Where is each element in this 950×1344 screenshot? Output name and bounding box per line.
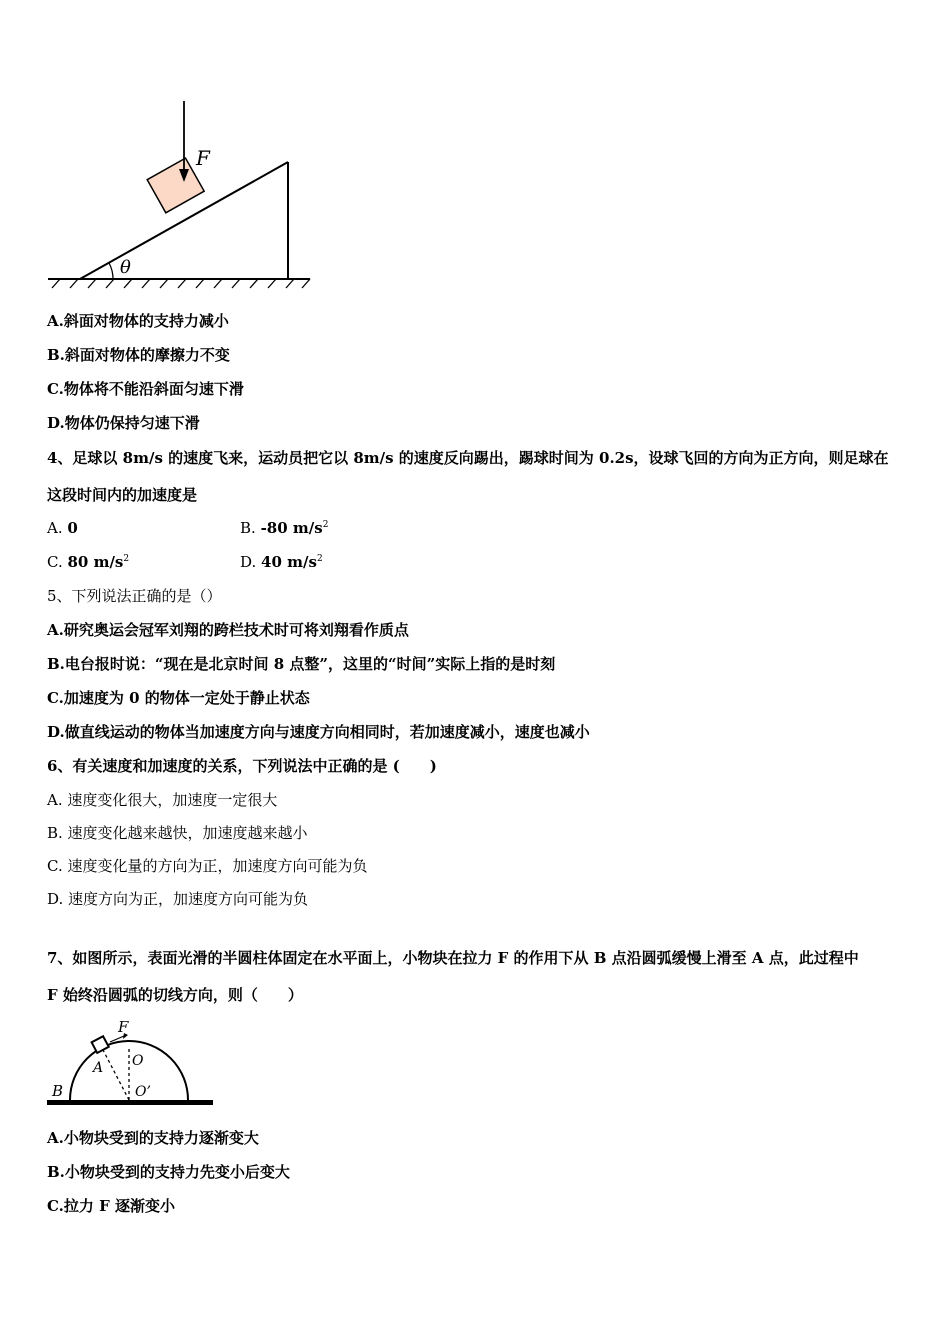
q4-option-a-prefix: A. — [47, 519, 68, 537]
q4-stem-line1: 4、足球以 8m/s 的速度飞来，运动员把它以 8m/s 的速度反向踢出，踢球时间为 0.2s，设球飞回的方向为正方向，则足球在 — [47, 449, 889, 467]
angle-arc — [109, 263, 113, 279]
label-B: B — [52, 1082, 64, 1100]
q5-option-b: B.电台报时说：“现在是北京时间 8 点整”，这里的“时间”实际上指的是时刻 — [47, 655, 556, 673]
q7-option-c: C.拉力 F 逐渐变小 — [47, 1197, 175, 1215]
q6-option-a: A. 速度变化很大，加速度一定很大 — [47, 791, 278, 809]
q4-option-d — [240, 552, 323, 572]
q4-option-a-value: 0 — [67, 519, 78, 537]
label-A: A — [93, 1060, 104, 1076]
incline-figure — [40, 95, 320, 295]
q7-stem-line2: F 始终沿圆弧的切线方向，则（ ） — [47, 986, 303, 1004]
q6-option-c: C. 速度变化量的方向为正，加速度方向可能为负 — [47, 857, 368, 875]
q4-option-b-prefix: B. — [240, 519, 261, 537]
q4-option-b-value: -80 m/s — [260, 519, 323, 537]
q5-option-c: C.加速度为 0 的物体一定处于静止状态 — [47, 689, 310, 707]
q4-option-d-value: 40 m/s — [261, 553, 317, 571]
label-F: F — [118, 1018, 129, 1036]
q6-option-d: D. 速度方向为正，加速度方向可能为负 — [47, 890, 309, 908]
small-block — [92, 1036, 109, 1053]
q4-option-d-sup: 2 — [316, 554, 323, 564]
q4-stem-line2: 这段时间内的加速度是 — [47, 486, 198, 504]
q6-stem: 6、有关速度和加速度的关系，下列说法中正确的是 ( ) — [47, 757, 437, 775]
q5-option-d: D.做直线运动的物体当加速度方向与速度方向相同时，若加速度减小，速度也减小 — [47, 723, 590, 741]
ground-hatching — [52, 279, 310, 288]
q7-option-a: A.小物块受到的支持力逐渐变大 — [47, 1129, 259, 1147]
q7-option-b: B.小物块受到的支持力先变小后变大 — [47, 1163, 290, 1181]
q3-option-b: B.斜面对物体的摩擦力不变 — [47, 346, 230, 364]
q4-option-c-sup: 2 — [123, 554, 130, 564]
q4-option-c-prefix: C. — [47, 553, 68, 571]
q6-option-b: B. 速度变化越来越快，加速度越来越小 — [47, 824, 308, 842]
angle-label: θ — [120, 257, 131, 278]
ground-bar — [47, 1100, 213, 1105]
q7-stem-line1: 7、如图所示，表面光滑的半圆柱体固定在水平面上，小物块在拉力 F 的作用下从 B 点沿圆弧缓慢上滑至 A 点，此过程中 — [47, 949, 859, 967]
q3-option-a: A.斜面对物体的支持力减小 — [47, 312, 229, 330]
q4-option-c-value: 80 m/s — [67, 553, 124, 571]
semicylinder-figure — [44, 1018, 224, 1113]
q4-option-c — [47, 552, 129, 572]
q4-option-a — [47, 518, 78, 538]
radius-oa — [102, 1048, 129, 1100]
label-O: O — [132, 1053, 144, 1069]
q5-option-a: A.研究奥运会冠军刘翔的跨栏技术时可将刘翔看作质点 — [47, 621, 409, 639]
q3-option-c: C.物体将不能沿斜面匀速下滑 — [47, 380, 244, 398]
q4-option-b-sup: 2 — [322, 520, 329, 530]
label-O-prime: O’ — [135, 1084, 151, 1100]
q4-option-b — [240, 518, 328, 538]
q3-option-d: D.物体仍保持匀速下滑 — [47, 414, 200, 432]
q5-stem: 5、下列说法正确的是（） — [47, 587, 222, 605]
force-label: F — [196, 146, 210, 170]
q4-option-d-prefix: D. — [240, 553, 262, 571]
